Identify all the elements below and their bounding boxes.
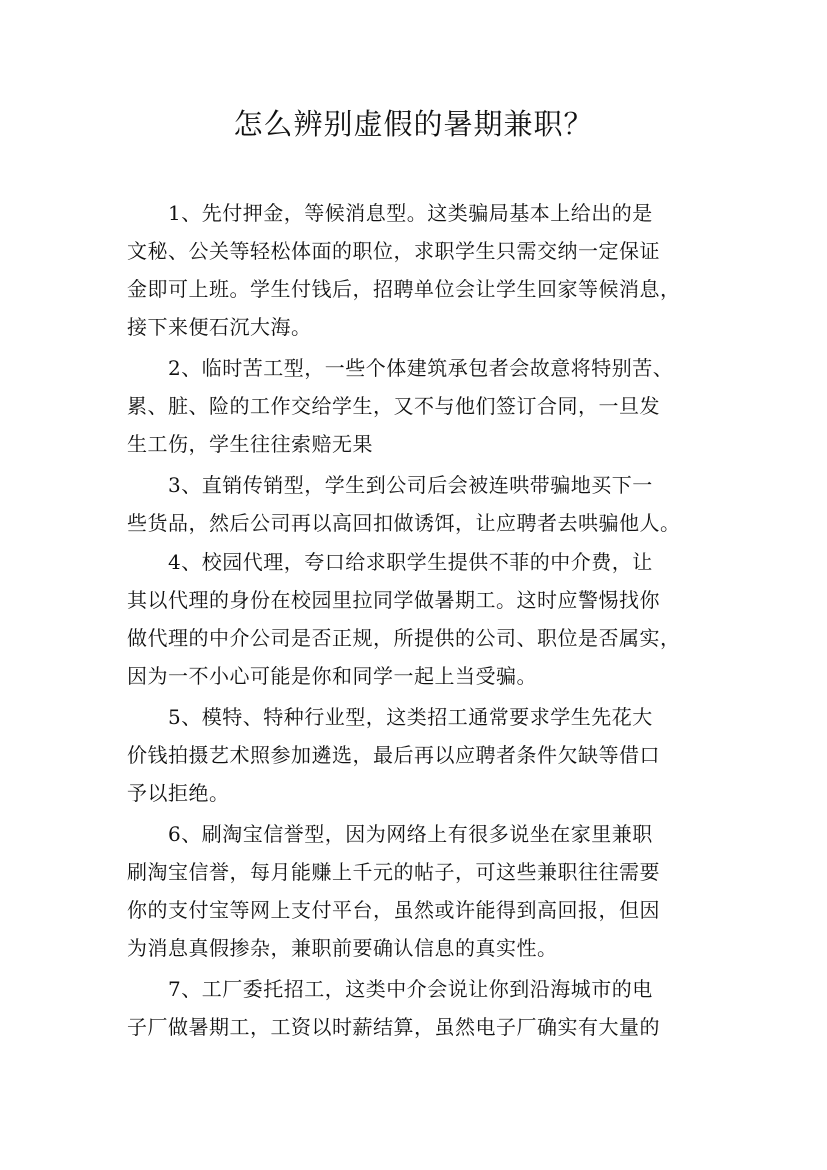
body-line: 生工伤，学生往往索赔无果: [127, 432, 373, 456]
body-line: 些货品，然后公司再以高回扣做诱饵，让应聘者去哄骗他人。: [127, 511, 681, 535]
body-line: 累、脏、险的工作交给学生，又不与他们签订合同，一旦发: [127, 394, 660, 418]
body-line: 你的支付宝等网上支付平台，虽然或许能得到高回报，但因: [127, 898, 660, 922]
body-line: 6、刷淘宝信誉型，因为网络上有很多说坐在家里兼职: [127, 822, 653, 846]
body-line: 因为一不小心可能是你和同学一起上当受骗。: [127, 664, 537, 688]
body-line: 做代理的中介公司是否正规，所提供的公司、职位是否属实，: [127, 626, 681, 650]
body-line: 1、先付押金，等候消息型。这类骗局基本上给出的是: [127, 201, 653, 225]
body-line: 3、直销传销型，学生到公司后会被连哄带骗地买下一: [127, 473, 653, 497]
body-line: 7、工厂委托招工，这类中介会说让你到沿海城市的电: [127, 977, 653, 1001]
page-title: 怎么辨别虚假的暑期兼职？: [233, 107, 594, 141]
body-line: 2、临时苦工型，一些个体建筑承包者会故意将特别苦、: [127, 356, 674, 380]
body-line: 子厂做暑期工，工资以时薪结算，虽然电子厂确实有大量的: [127, 1015, 660, 1039]
body-line: 4、校园代理，夸口给求职学生提供不菲的中介费，让: [127, 550, 653, 574]
body-line: 金即可上班。学生付钱后，招聘单位会让学生回家等候消息，: [127, 277, 681, 301]
body-line: 价钱拍摄艺术照参加遴选，最后再以应聘者条件欠缺等借口: [127, 743, 660, 767]
body-line: 刷淘宝信誉，每月能赚上千元的帖子，可这些兼职往往需要: [127, 860, 660, 884]
body-line: 5、模特、特种行业型，这类招工通常要求学生先花大: [127, 705, 653, 729]
body-line: 予以拒绝。: [127, 781, 230, 805]
body-line: 接下来便石沉大海。: [127, 315, 312, 339]
body-line: 为消息真假掺杂，兼职前要确认信息的真实性。: [127, 936, 558, 960]
body-line: 其以代理的身份在校园里拉同学做暑期工。这时应警惕找你: [127, 588, 660, 612]
body-line: 文秘、公关等轻松体面的职位，求职学生只需交纳一定保证: [127, 239, 660, 263]
